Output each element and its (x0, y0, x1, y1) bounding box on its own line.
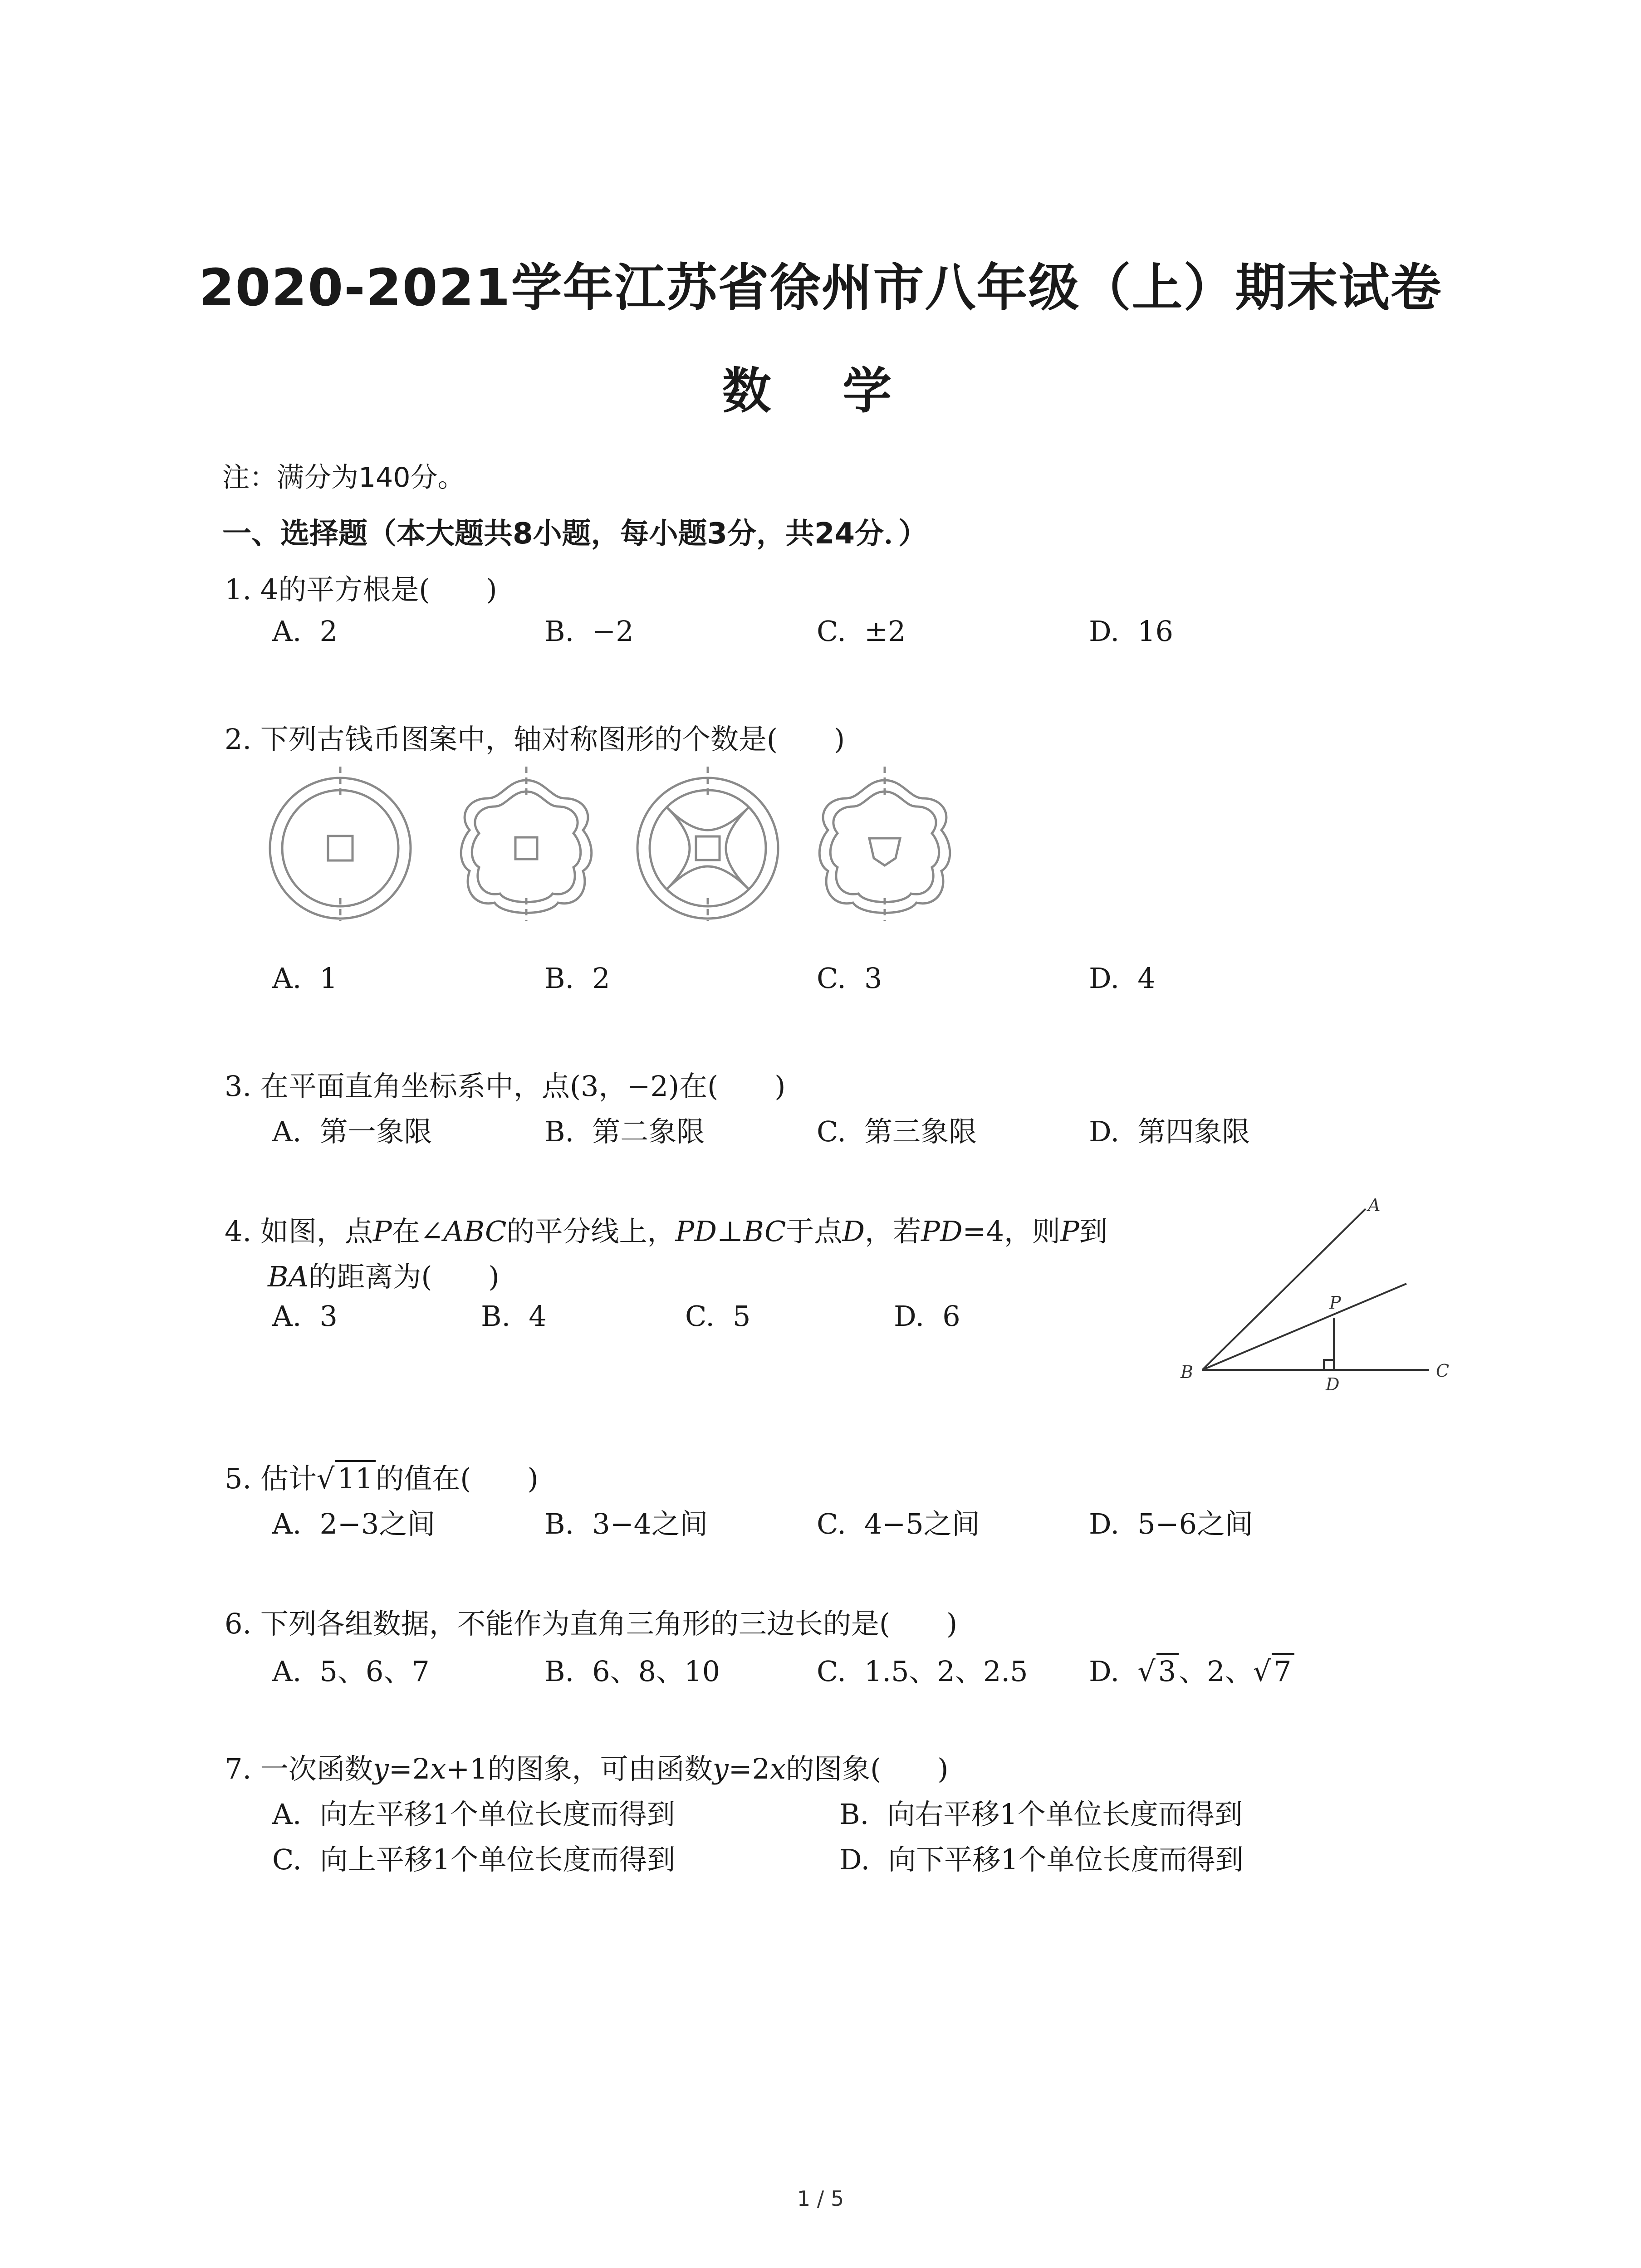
question-6-stem: 6. 下列各组数据，不能作为直角三角形的三边长的是( ) (225, 1607, 958, 1640)
label-p: P (1329, 1293, 1341, 1313)
section-heading: 一、选择题（本大题共8小题，每小题3分，共24分．） (222, 517, 928, 551)
sqrt-7: √7 (1253, 1653, 1294, 1688)
coin-1-figure (270, 767, 411, 921)
q3-option-b: B. 第二象限 (544, 1115, 705, 1148)
question-1-stem: 1. 4的平方根是( ) (225, 573, 497, 606)
q2-option-b: B. 2 (544, 962, 610, 995)
q6-option-d: D. √3、2、√7 (1089, 1649, 1294, 1689)
q1-option-d: D. 16 (1089, 615, 1174, 648)
question-3-stem: 3. 在平面直角坐标系中，点(3，−2)在( ) (225, 1070, 786, 1103)
question-4-stem: 4. 如图，点P在∠ABC的平分线上，PD⊥BC于点D，若PD=4，则P到 (225, 1215, 1107, 1248)
angle-bisector-figure (1171, 1195, 1461, 1394)
q2-option-d: D. 4 (1089, 962, 1156, 995)
exam-subject: 数 学 (722, 363, 919, 420)
label-b: B (1181, 1362, 1193, 1382)
q3-option-d: D. 第四象限 (1089, 1115, 1250, 1148)
q5-option-b: B. 3−4之间 (544, 1507, 708, 1540)
coin-4-figure (819, 767, 950, 921)
q3-option-c: C. 第三象限 (817, 1115, 977, 1148)
question-4-stem-line2: BA的距离为( ) (268, 1260, 500, 1293)
q4-option-a: A. 3 (272, 1300, 338, 1333)
q5-option-d: D. 5−6之间 (1089, 1507, 1254, 1540)
q5-option-a: A. 2−3之间 (272, 1507, 436, 1540)
question-5-stem: 5. 估计√11的值在( ) (225, 1456, 539, 1496)
q7-option-b: B. 向右平移1个单位长度而得到 (839, 1798, 1243, 1831)
score-note: 注：满分为140分。 (222, 462, 465, 494)
q1-option-b: B. −2 (544, 615, 634, 648)
q3-option-a: A. 第一象限 (272, 1115, 432, 1148)
q2-option-a: A. 1 (272, 962, 338, 995)
coin-2-figure (461, 767, 592, 921)
q4-option-c: C. 5 (685, 1300, 751, 1333)
q2-option-c: C. 3 (817, 962, 882, 995)
q7-option-d: D. 向下平移1个单位长度而得到 (839, 1843, 1244, 1876)
exam-title: 2020-2021学年江苏省徐州市八年级（上）期末试卷 (199, 259, 1442, 318)
q6-option-a: A. 5、6、7 (272, 1655, 430, 1688)
question-7-stem: 7. 一次函数y=2x+1的图象，可由函数y=2x的图象( ) (225, 1752, 949, 1785)
sqrt-11: √11 (317, 1460, 376, 1495)
q1-option-a: A. 2 (272, 615, 338, 648)
q6-option-c: C. 1.5、2、2.5 (817, 1655, 1028, 1688)
label-c: C (1436, 1361, 1450, 1381)
q6-option-b: B. 6、8、10 (544, 1655, 720, 1688)
q7-option-c: C. 向上平移1个单位长度而得到 (272, 1843, 676, 1876)
q7-option-a: A. 向左平移1个单位长度而得到 (272, 1798, 675, 1831)
coin-3-figure (637, 767, 778, 921)
question-2-stem: 2. 下列古钱币图案中，轴对称图形的个数是( ) (225, 723, 845, 756)
q1-option-c: C. ±2 (817, 615, 906, 648)
sqrt-3: √3 (1137, 1653, 1179, 1688)
page-number: 1 / 5 (797, 2186, 844, 2211)
label-a: A (1368, 1195, 1381, 1215)
coin-figures (254, 753, 971, 925)
label-d: D (1326, 1374, 1340, 1394)
q4-option-d: D. 6 (894, 1300, 960, 1333)
q5-option-c: C. 4−5之间 (817, 1507, 980, 1540)
q4-option-b: B. 4 (481, 1300, 547, 1333)
